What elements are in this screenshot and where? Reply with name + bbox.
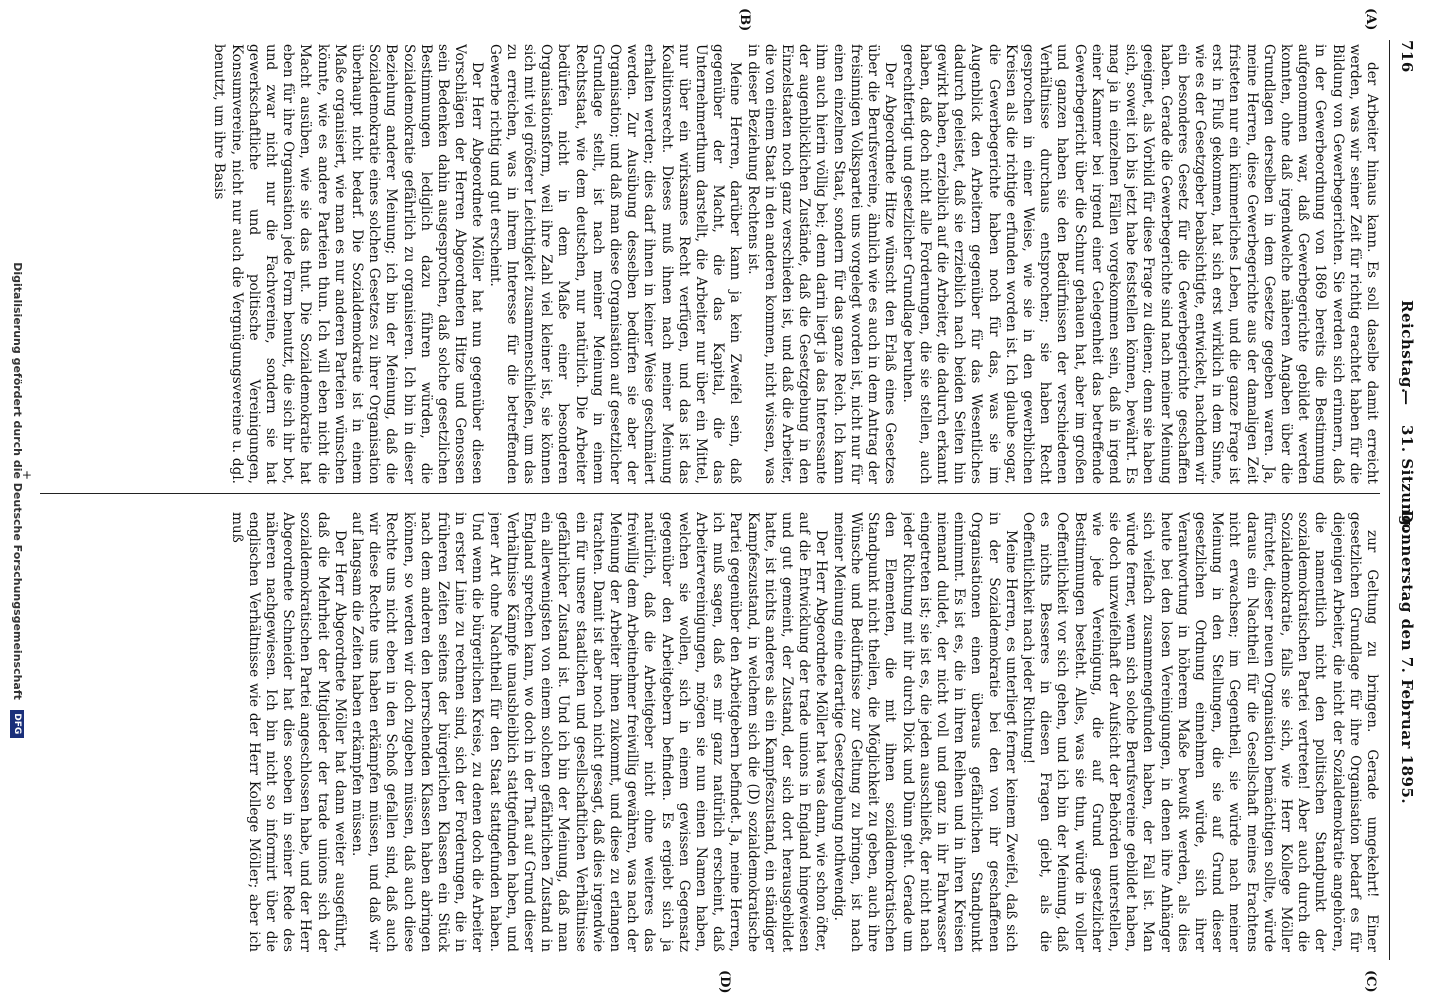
- footer-text: Digitalisierung gefördert durch die Deutsche Forschungsgemeinschaft: [11, 262, 24, 700]
- session-label: 31. Sitzung.: [1398, 425, 1416, 532]
- session-date: Donnerstag den 7. Februar 1895.: [1398, 510, 1416, 805]
- paragraph: Der Herr Abgeordnete Möller hat dann weiter ausgeführt, daß die Mehrheit der Mitglieder der trade unions sich der sozialdemokratischen Partei angeschlossen habe, und der Herr Abgeordnete Schneider hat dies soeben in seiner Rede des näheren nachgewiesen. Ich bin nicht so informirt über die englischen Verhältnisse wie der Herr Kollege Möller; aber ich muß: [228, 512, 348, 952]
- header-rule: [1389, 40, 1390, 960]
- left-column: [40, 44, 1380, 484]
- paragraph: Meine Herren, es unterliegt ferner keinem Zweifel, daß sich in der Sozialdemokratie bei den von ihr geschaffenen Organisationen einen überaus gefährlichen Standpunkt einnimmt. Es ist es, die in ihren Reihen und in ihren Kreisen niemand duldet, der nicht voll und ganz in ihr Fahrwasser eingetreten ist; sie ist es, die jeden ausschließt, der nicht nach jeder Richtung mit ihr durch Dick und Dünn geht. Gerade um den Elementen, die mit ihnen sozialdemokratischen Standpunkt nicht theilen, die Möglichkeit zu geben, auch ihre Wünsche und Bedürfnisse zur Geltung zu bringen, ist nach meiner Meinung eine derartige Gesetzgebung nothwendig.: [830, 512, 1019, 952]
- dfg-logo: DFG: [10, 710, 24, 738]
- margin-mark-b: (B): [737, 8, 752, 32]
- running-title: Reichstag.: [1398, 300, 1416, 394]
- margin-mark-c: (C): [1363, 970, 1378, 993]
- digitization-footer: [4, 0, 24, 1000]
- header-separator: —: [1398, 390, 1416, 406]
- paragraph: zur Geltung zu bringen. Gerade umgekehrt! Einer gesetzlichen Grundlage für ihre Organisation bedarf es für diejenigen Arbeiter, die nicht der Sozialdemokratie angehören, die namentlich nicht den politischen Standpunkt der sozialdemokratischen Partei vertreten! Aber auch durch die Sozialdemokratie, falls sie sich, wie Herr Kollege Möller fürchtet, dieser neuen Organisation bemächtigen sollte, würde daraus ein Nachtheil für die Gesellschaft meines Erachtens nicht erwachsen; im Gegentheil, sie würde nach meiner Meinung in den Stellungen, die sie auf Grund dieser gesetzlichen Ordnung einnehmen würde, sich ihrer Verantwortung in höherem Maße bewußt werden, als dies heute bei den losen Vereinigungen, in denen ihre Anhänger sich vielfach zusammengefunden haben, der Fall ist. Man würde ferner, wenn sich solche Berufsvereine gebildet haben, sie doch unzweifelhaft der Aufsicht der Behörden unterstellen, wie jede Vereinigung, die auf Grund gesetzlicher Bestimmungen besteht. Alles, was sie thun, würde in voller Oeffentlichkeit vor sich gehen, und ich bin der Meinung, daß es nichts Besseres in diesen Fragen giebt, als die Oeffentlichkeit nach jeder Richtung!: [1019, 512, 1380, 952]
- paragraph: Der Abgeordnete Hitze wünscht den Erlaß eines Gesetzes über die Berufsvereine, ähnlich wie es auch in dem Antrag der freisinnigen Volkspartei uns vorgelegt worden ist, nicht nur für einen einzelnen Staat, sondern für das ganze Reich. Ich kann ihm auch hierin völlig bei; denn darin liegt ja das Interessante der augenblicklichen Zustände, daß die Gesetzgebung in den Einzelstaaten noch ganz verschieden ist, und daß die Arbeiter, die von einem Staat in den anderen kommen, nicht wissen, was in dieser Beziehung Rechtens ist.: [744, 44, 899, 484]
- right-column: [40, 512, 1380, 952]
- paragraph: Der Herr Abgeordnete Möller hat was dann, wie schon öfter, auf die Entwicklung der trade unions in England hingewiesen und gut gemeint, der Zustand, der sich dort herausgebildet hatte, ist nichts anderes als ein Kampfeszustand, ein ständiger Kampfeszustand, in welchem sich die (D) sozialdemokratische Partei gegenüber den Arbeitgebern befindet. Ja, meine Herren, ich muß sagen, daß es mir ganz natürlich erscheint, daß Arbeitervereinigungen, mögen sie nun einen Namen haben, welchen sie wollen, sich in einem gewissen Gegensatz gegenüber den Arbeitgebern befinden. Es ergiebt sich ja natürlich, daß die Arbeitgeber nicht ohne weiteres das freiwillig dem Arbeitnehmer freiwillig gewähren, was nach der Meinung der Arbeiter ihnen zukommt, und diese zu erlangen trachten. Damit ist aber noch nicht gesagt, daß dies irgendwie ein für unsere staatlichen und gesellschaftlichen Verhältnisse gefährlicher Zustand ist. Und ich bin der Meinung, daß man ein allerwenigsten von einem solchen gefährlichen Zustand in England sprechen kann, wo doch in der That auf Grund dieser Verhältnisse Kämpfe unausbleiblich stattgefunden haben, und jener Art ohne Nachtheil für den Staat stattgefunden haben. Und wenn die bürgerlichen Kreise, zu denen doch die Arbeiter in erster Linie zu rechnen sind, sich der Forderungen, die in früheren Zeiten seitens der bürgerlichen Klassen ein Stück nach dem anderen den herrschenden Klassen haben abringen können, so werden wir doch zugeben müssen, daß auch diese Rechte uns nicht eben in den Schoß gefallen sind, daß auch wir diese Rechte uns haben erkämpfen müssen, und daß wir auf langsam die Zeiten haben erkämpfen müssen.: [349, 512, 830, 952]
- margin-mark-d: (D): [717, 970, 732, 994]
- column-divider: [40, 493, 1380, 494]
- page-number: 716: [1398, 40, 1416, 73]
- paragraph: Meine Herren, darüber kann ja kein Zweifel sein, daß gegenüber der Macht, die das Kapital, die das Unternehmerthum darstellt, die Arbeiter nur über ein Mittel, nur über ein wirksames Recht verfügen, und das ist das Koalitionsrecht. Dieses muß ihnen nach meiner Meinung erhalten werden; dies darf ihnen in keiner Weise geschmälert werden. Zur Ausübung desselben bedürfen sie aber der Organisation; und daß man diese Organisation auf gesetzlicher Grundlage stellt, ist nach meiner Meinung in einem Rechtsstaat, wie dem deutschen, nur natürlich. Die Arbeiter bedürfen nicht in dem Maße einer besonderen Organisationsform, weil ihre Zahl viel kleiner ist, sie können sich mit viel größerer Leichtigkeit zusammenschließen, um das zu erreichen, was in ihrem Interesse für die betreffenden Gewerbe richtig und gut erscheint.: [486, 44, 744, 484]
- dagger-mark: +: [20, 470, 34, 481]
- paragraph: Der Herr Abgeordnete Möller hat nun gegenüber diesen Vorschlägen der Herren Abgeordneten Hitze und Genossen sein Bedenken dahin ausgesprochen, daß solche gesetzlichen Bestimmungen lediglich dazu führen würden, die Sozialdemokratie gefährlich zu organisieren. Ich bin in dieser Beziehung anderer Meinung; ich bin der Meinung, daß die Sozialdemokratie eines solchen Gesetzes zu ihrer Organisation überhaupt nicht bedarf. Die Sozialdemokratie ist in einem Maße organisiert, wie man es nur anderen Parteien wünschen könnte, wie es andere Parteien thun. Ich will eben nicht die Macht ausüben, wie sie das thut. Die Sozialdemokratie hat eben für ihre Organisation jede Form benutzt, die sich ihr bot, und zwar nicht nur die Fachvereine, sondern sie hat gewerkschaftliche und politische Vereinigungen, Konsumvereine, nicht nur auch die Vergnügungsvereine u. dgl. benutzt, um ihre Basis: [211, 44, 486, 484]
- paragraph: der Arbeiter hinaus kann. Es soll daselbe damit erreicht werden, was wir seiner Zeit für richtig erachtet haben für die Bildung von Gewerbegerichten. Sie werden sich erinnern, daß in der Gewerbeordnung von 1869 bereits die Bestimmung aufgenommen war, daß Gewerbegerichte gebildet werden konnten, ohne daß irgendwelche näheren Angaben über die Grundlagen derselben in dem Gesetze gegeben waren. Ja, meine Herren, diese Gewerbegerichte aus der damaligen Zeit fristeten nur ein kümmerliches Leben, und die ganze Frage ist erst in Fluß gekommen, hat sich erst wirklich in dem Sinne, wie es der Gesetzgeber beabsichtigte, entwickelt, nachdem wir ein besonderes Gesetz für die Gewerbegerichte geschaffen haben. Gerade die Gewerbegerichte sind nach meiner Meinung geeignet, als Vorbild für diese Frage zu dienen; denn sie haben sich, soweit ich bis jetzt habe feststellen können, bewährt. Es mag ja in einzelnen Fällen vorgekommen sein, daß in irgend einer Kammer bei irgend einer Gelegenheit das betreffende Gewerbegericht über die Schnur gehauen hat, aber im großen und ganzen haben sie den Bedürfnissen der verschiedenen Verhältnisse durchaus entsprochen; sie haben Recht gesprochen in einer Weise, wie sie in den gewerblichen Kreisen als die richtige erfunden worden ist. Ich glaube sogar, die Gewerbegerichte haben noch für das, was sie im Augenblick den Arbeitern gegenüber für das Wesentliches dadurch geleistet, daß sie erzieblich nach beiden Seiten hin gewirkt haben, erzieblich auf die Arbeiter, die dadurch erkannt haben, daß doch nicht alle Forderungen, die sie stellen, auch gerechtfertigt und gesetzlicher Grundlage beruhen.: [899, 44, 1380, 484]
- margin-mark-a: (A): [1363, 8, 1378, 31]
- page-header: [1392, 40, 1416, 960]
